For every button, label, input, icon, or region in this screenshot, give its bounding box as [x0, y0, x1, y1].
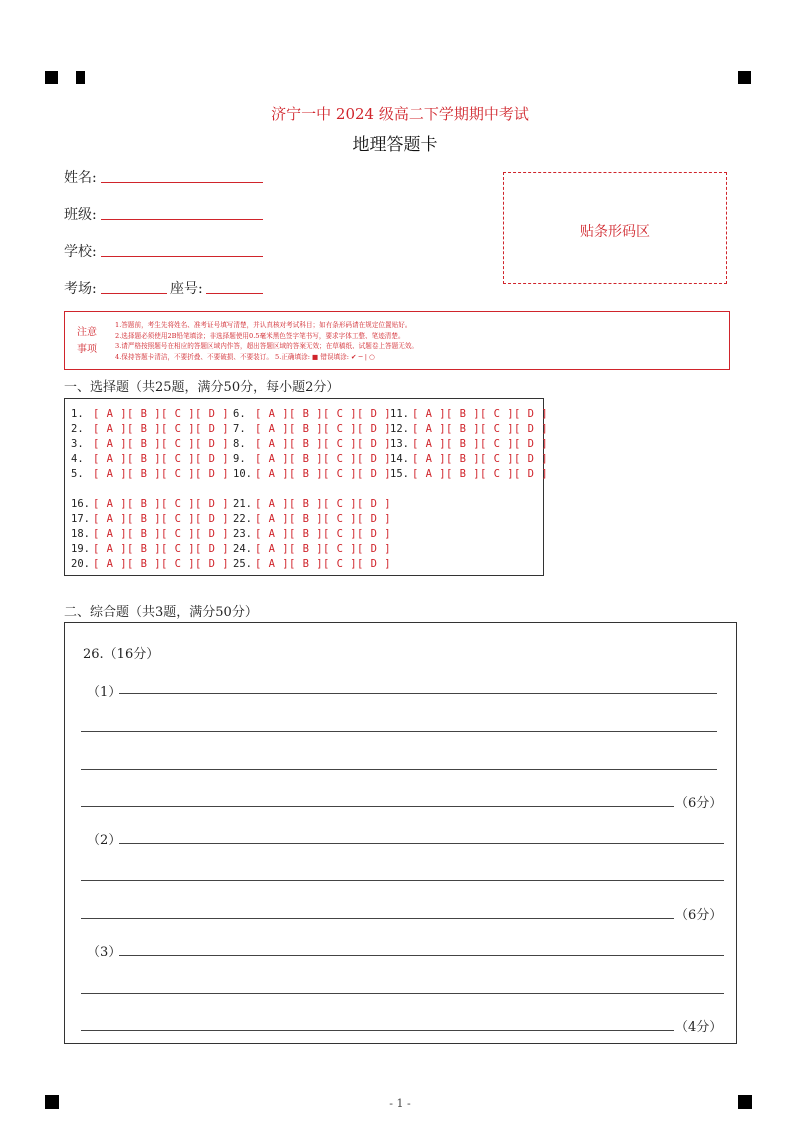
- option-bubble[interactable]: [ C ]: [480, 453, 515, 465]
- option-bubble[interactable]: [ A ]: [412, 453, 447, 465]
- question-row: [233, 467, 391, 481]
- option-bubble[interactable]: [ C ]: [161, 558, 196, 570]
- option-bubble[interactable]: [ A ]: [93, 438, 128, 450]
- option-bubble[interactable]: [ D ]: [514, 453, 549, 465]
- question-row: [71, 512, 229, 526]
- option-bubble[interactable]: [ D ]: [195, 543, 230, 555]
- comprehensive-answer-box: [64, 622, 737, 1044]
- question-row: [71, 422, 229, 436]
- question-number: 20.: [71, 558, 90, 570]
- option-bubble[interactable]: [ D ]: [357, 423, 392, 435]
- part-2-label: （2）: [87, 833, 122, 848]
- part-2-score: （6分）: [675, 908, 723, 923]
- option-bubble[interactable]: [ D ]: [514, 408, 549, 420]
- option-bubble[interactable]: [ B ]: [127, 528, 162, 540]
- option-bubble[interactable]: [ A ]: [255, 513, 290, 525]
- question-row: [71, 527, 229, 541]
- question-row: [233, 557, 391, 571]
- option-bubble[interactable]: [ A ]: [255, 453, 290, 465]
- question-row: [233, 527, 391, 541]
- question-row: [390, 467, 548, 481]
- option-bubble[interactable]: [ B ]: [289, 468, 324, 480]
- question-number: 18.: [71, 528, 90, 540]
- question-row: [233, 497, 391, 511]
- option-bubble[interactable]: [ B ]: [127, 438, 162, 450]
- option-bubble[interactable]: [ D ]: [195, 468, 230, 480]
- class-field[interactable]: [101, 219, 263, 220]
- question-number: 15.: [390, 468, 409, 480]
- option-bubble[interactable]: [ A ]: [255, 408, 290, 420]
- option-bubble[interactable]: [ C ]: [161, 513, 196, 525]
- option-bubble[interactable]: [ A ]: [255, 423, 290, 435]
- question-number: 24.: [233, 543, 252, 555]
- option-bubble[interactable]: [ C ]: [480, 408, 515, 420]
- option-bubble[interactable]: [ B ]: [289, 513, 324, 525]
- answer-line[interactable]: [81, 769, 717, 770]
- question-number: 22.: [233, 513, 252, 525]
- option-bubble[interactable]: [ D ]: [357, 438, 392, 450]
- option-bubble[interactable]: [ B ]: [446, 423, 481, 435]
- part-3-label: （3）: [87, 945, 122, 960]
- notice-label-line1: 注意: [77, 327, 97, 338]
- option-bubble[interactable]: [ B ]: [127, 513, 162, 525]
- option-bubble[interactable]: [ D ]: [357, 468, 392, 480]
- question-number: 21.: [233, 498, 252, 510]
- question-row: [233, 437, 391, 451]
- exam-title: 济宁一中 2024 级高二下学期期中考试: [271, 105, 529, 123]
- option-bubble[interactable]: [ D ]: [195, 408, 230, 420]
- question-number: 19.: [71, 543, 90, 555]
- answer-line[interactable]: [119, 843, 724, 844]
- seat-number-field[interactable]: [206, 293, 263, 294]
- option-bubble[interactable]: [ B ]: [446, 408, 481, 420]
- question-number: 10.: [233, 468, 252, 480]
- question-number: 5.: [71, 468, 84, 480]
- notice-box: [64, 311, 730, 370]
- answer-line[interactable]: [81, 731, 717, 732]
- registration-mark-top-right: [738, 71, 751, 84]
- question-number: 17.: [71, 513, 90, 525]
- option-bubble[interactable]: [ B ]: [446, 438, 481, 450]
- answer-line[interactable]: [81, 918, 674, 919]
- option-bubble[interactable]: [ A ]: [255, 498, 290, 510]
- option-bubble[interactable]: [ C ]: [323, 423, 358, 435]
- option-bubble[interactable]: [ C ]: [161, 498, 196, 510]
- question-number: 6.: [233, 408, 246, 420]
- option-bubble[interactable]: [ A ]: [255, 543, 290, 555]
- option-bubble[interactable]: [ C ]: [323, 408, 358, 420]
- answer-line[interactable]: [81, 993, 724, 994]
- question-row: [71, 437, 229, 451]
- option-bubble[interactable]: [ A ]: [255, 438, 290, 450]
- question-row: [71, 467, 229, 481]
- option-bubble[interactable]: [ B ]: [446, 453, 481, 465]
- question-number: 16.: [71, 498, 90, 510]
- answer-line[interactable]: [81, 806, 674, 807]
- notice-item: 2.选择题必须使用2B铅笔填涂；非选择题使用0.5毫米黑色签字笔书写，要求字体工整、笔迹清楚。: [115, 331, 405, 340]
- option-bubble[interactable]: [ C ]: [161, 438, 196, 450]
- option-bubble[interactable]: [ D ]: [357, 543, 392, 555]
- seat-number-label: 座号:: [170, 281, 203, 297]
- question-row: [390, 422, 548, 436]
- option-bubble[interactable]: [ B ]: [127, 558, 162, 570]
- question-number: 14.: [390, 453, 409, 465]
- option-bubble[interactable]: [ D ]: [357, 408, 392, 420]
- question-26-title: 26.（16分）: [83, 647, 160, 662]
- question-row: [233, 542, 391, 556]
- option-bubble[interactable]: [ D ]: [357, 513, 392, 525]
- question-number: 8.: [233, 438, 246, 450]
- part-1-label: （1）: [87, 685, 122, 700]
- question-row: [233, 407, 391, 421]
- registration-mark-top-left-1: [45, 71, 58, 84]
- question-number: 1.: [71, 408, 84, 420]
- question-row: [71, 557, 229, 571]
- answer-line[interactable]: [81, 1030, 674, 1031]
- option-bubble[interactable]: [ A ]: [93, 453, 128, 465]
- option-bubble[interactable]: [ C ]: [161, 528, 196, 540]
- question-row: [233, 512, 391, 526]
- barcode-area: [503, 172, 727, 284]
- option-bubble[interactable]: [ B ]: [289, 558, 324, 570]
- option-bubble[interactable]: [ A ]: [93, 558, 128, 570]
- option-bubble[interactable]: [ C ]: [323, 468, 358, 480]
- option-bubble[interactable]: [ A ]: [93, 408, 128, 420]
- option-bubble[interactable]: [ B ]: [289, 528, 324, 540]
- question-row: [390, 407, 548, 421]
- page-number: - 1 -: [389, 1097, 411, 1110]
- option-bubble[interactable]: [ A ]: [93, 543, 128, 555]
- option-bubble[interactable]: [ B ]: [289, 423, 324, 435]
- option-bubble[interactable]: [ D ]: [514, 468, 549, 480]
- exam-room-field[interactable]: [101, 293, 167, 294]
- answer-line[interactable]: [119, 693, 717, 694]
- option-bubble[interactable]: [ D ]: [195, 558, 230, 570]
- option-bubble[interactable]: [ D ]: [195, 423, 230, 435]
- question-row: [71, 452, 229, 466]
- option-bubble[interactable]: [ B ]: [127, 468, 162, 480]
- option-bubble[interactable]: [ A ]: [412, 423, 447, 435]
- option-bubble[interactable]: [ C ]: [323, 453, 358, 465]
- option-bubble[interactable]: [ C ]: [323, 438, 358, 450]
- option-bubble[interactable]: [ B ]: [446, 468, 481, 480]
- option-bubble[interactable]: [ C ]: [161, 408, 196, 420]
- option-bubble[interactable]: [ D ]: [514, 423, 549, 435]
- option-bubble[interactable]: [ C ]: [161, 423, 196, 435]
- question-number: 9.: [233, 453, 246, 465]
- option-bubble[interactable]: [ B ]: [289, 453, 324, 465]
- answer-line[interactable]: [81, 880, 724, 881]
- option-bubble[interactable]: [ C ]: [323, 498, 358, 510]
- class-label: 班级:: [64, 207, 97, 223]
- multiple-choice-box: [64, 398, 549, 576]
- notice-item: 3.请严格按照题号在相应的答题区域内作答，超出答题区域的答案无效；在草稿纸、试题卷上答题无效。: [115, 342, 419, 350]
- question-number: 3.: [71, 438, 84, 450]
- option-bubble[interactable]: [ D ]: [357, 453, 392, 465]
- option-bubble[interactable]: [ A ]: [93, 513, 128, 525]
- option-bubble[interactable]: [ C ]: [480, 423, 515, 435]
- question-number: 13.: [390, 438, 409, 450]
- question-number: 2.: [71, 423, 84, 435]
- option-bubble[interactable]: [ D ]: [195, 438, 230, 450]
- option-bubble[interactable]: [ A ]: [93, 528, 128, 540]
- option-bubble[interactable]: [ A ]: [93, 468, 128, 480]
- option-bubble[interactable]: [ C ]: [323, 543, 358, 555]
- option-bubble[interactable]: [ A ]: [255, 468, 290, 480]
- question-row: [71, 542, 229, 556]
- question-row: [233, 422, 391, 436]
- option-bubble[interactable]: [ A ]: [255, 528, 290, 540]
- option-bubble[interactable]: [ B ]: [289, 543, 324, 555]
- option-bubble[interactable]: [ C ]: [161, 468, 196, 480]
- option-bubble[interactable]: [ B ]: [289, 408, 324, 420]
- notice-item: 1.答题前，考生先将姓名、准考证号填写清楚，并认真核对考试科目；如有条形码请在规定位置贴好。: [115, 321, 412, 329]
- option-bubble[interactable]: [ C ]: [323, 528, 358, 540]
- question-row: [233, 452, 391, 466]
- notice-label: [71, 324, 103, 358]
- part-3-score: （4分）: [675, 1020, 723, 1035]
- option-bubble[interactable]: [ D ]: [357, 558, 392, 570]
- option-bubble[interactable]: [ A ]: [412, 438, 447, 450]
- question-number: 23.: [233, 528, 252, 540]
- part-1-score: （6分）: [675, 796, 723, 811]
- exam-room-label: 考场:: [64, 281, 97, 297]
- option-bubble[interactable]: [ A ]: [255, 558, 290, 570]
- school-field[interactable]: [101, 256, 263, 257]
- option-bubble[interactable]: [ D ]: [357, 528, 392, 540]
- notice-item: 4.保持答题卡清洁，不要折叠、不要破损、不要装订。 5.正确填涂: ■ 错误填涂: ✔ ─ | ○: [115, 352, 375, 361]
- option-bubble[interactable]: [ B ]: [289, 498, 324, 510]
- option-bubble[interactable]: [ D ]: [195, 498, 230, 510]
- question-number: 7.: [233, 423, 246, 435]
- answer-line[interactable]: [119, 955, 724, 956]
- option-bubble[interactable]: [ D ]: [195, 513, 230, 525]
- option-bubble[interactable]: [ B ]: [127, 453, 162, 465]
- option-bubble[interactable]: [ C ]: [480, 468, 515, 480]
- name-field[interactable]: [101, 182, 263, 183]
- section2-heading: 二、综合题（共3题，满分50分）: [64, 605, 258, 620]
- option-bubble[interactable]: [ C ]: [323, 558, 358, 570]
- notice-label-line2: 事项: [77, 344, 97, 355]
- option-bubble[interactable]: [ B ]: [127, 498, 162, 510]
- question-number: 4.: [71, 453, 84, 465]
- option-bubble[interactable]: [ C ]: [480, 438, 515, 450]
- option-bubble[interactable]: [ C ]: [161, 453, 196, 465]
- option-bubble[interactable]: [ B ]: [289, 438, 324, 450]
- option-bubble[interactable]: [ A ]: [412, 468, 447, 480]
- card-title: 地理答题卡: [352, 135, 438, 155]
- option-bubble[interactable]: [ C ]: [323, 513, 358, 525]
- option-bubble[interactable]: [ D ]: [514, 438, 549, 450]
- question-row: [71, 497, 229, 511]
- option-bubble[interactable]: [ D ]: [195, 453, 230, 465]
- notice-list: [115, 320, 723, 362]
- question-row: [390, 437, 548, 451]
- name-label: 姓名:: [64, 170, 97, 186]
- option-bubble[interactable]: [ D ]: [195, 528, 230, 540]
- registration-mark-top-left-2: [76, 71, 85, 84]
- question-number: 12.: [390, 423, 409, 435]
- option-bubble[interactable]: [ B ]: [127, 543, 162, 555]
- section1-heading: 一、选择题（共25题，满分50分，每小题2分）: [64, 380, 340, 395]
- option-bubble[interactable]: [ A ]: [412, 408, 447, 420]
- question-row: [390, 452, 548, 466]
- option-bubble[interactable]: [ B ]: [127, 423, 162, 435]
- option-bubble[interactable]: [ B ]: [127, 408, 162, 420]
- option-bubble[interactable]: [ C ]: [161, 543, 196, 555]
- option-bubble[interactable]: [ A ]: [93, 498, 128, 510]
- question-number: 11.: [390, 408, 409, 420]
- option-bubble[interactable]: [ D ]: [357, 498, 392, 510]
- school-label: 学校:: [64, 244, 97, 260]
- barcode-label: 贴条形码区: [580, 224, 650, 240]
- question-row: [71, 407, 229, 421]
- question-number: 25.: [233, 558, 252, 570]
- option-bubble[interactable]: [ A ]: [93, 423, 128, 435]
